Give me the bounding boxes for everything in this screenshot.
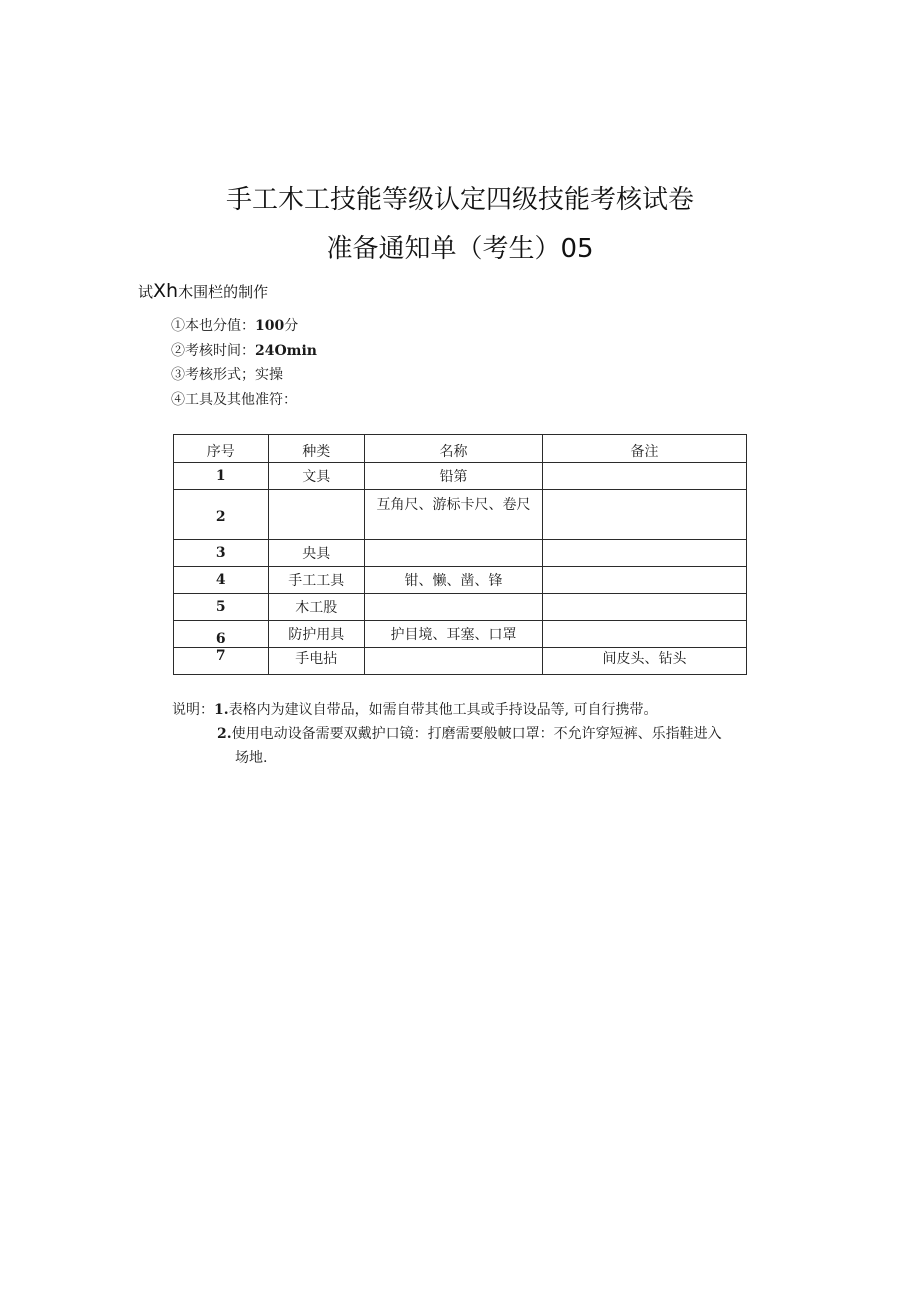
exam-subject [138, 280, 268, 302]
cell-type: 防护用具 [268, 621, 364, 648]
table-row [174, 463, 747, 490]
info-form [171, 363, 317, 388]
cell-note [543, 540, 747, 567]
cell-no: 1 [174, 463, 269, 490]
cell-name: 互角尺、游标卡尺、卷尺 [364, 490, 542, 540]
header-no: 序号 [174, 435, 269, 463]
header-note: 备注 [543, 435, 747, 463]
cell-type: 文具 [268, 463, 364, 490]
info-label: ③考核形式； [171, 367, 255, 383]
table-row [174, 594, 747, 621]
table-header-row [174, 435, 747, 463]
cell-name: 钳、懒、凿、锋 [364, 567, 542, 594]
info-unit: 分 [284, 318, 299, 334]
note-item-2-continued [172, 746, 722, 770]
info-value: 24Omin [255, 342, 317, 359]
note-number: 1. [214, 702, 229, 718]
document-subtitle: 准备通知单（考生）05 [326, 234, 594, 264]
info-unit: 实操 [255, 367, 283, 383]
table-row [174, 621, 747, 648]
cell-no: 2 [174, 490, 269, 540]
note-number: 2. [217, 726, 232, 742]
table-row [174, 540, 747, 567]
cell-type: 手电拈 [268, 648, 364, 675]
note-text: 场地. [235, 750, 268, 766]
document-title: 手工木工技能等级认定四级技能考核试卷 [225, 185, 694, 215]
cell-name [364, 648, 542, 675]
cell-note [543, 490, 747, 540]
note-text: 使用电动设备需要双戴护口镜：打磨需要般帔口罩：不允许穿短裤、乐指鞋进入 [231, 726, 722, 742]
cell-note [543, 463, 747, 490]
notes-label: 说明： [172, 702, 214, 718]
subject-name: 木围栏的制作 [178, 283, 269, 301]
info-time [171, 339, 317, 364]
subject-prefix: 试 [138, 283, 154, 301]
cell-no: 6 [174, 621, 269, 648]
cell-type: 央具 [268, 540, 364, 567]
cell-name: 护目境、耳塞、口罩 [364, 621, 542, 648]
cell-name [364, 540, 542, 567]
table-row [174, 490, 747, 540]
cell-no: 4 [174, 567, 269, 594]
note-item-2 [172, 722, 722, 746]
notes-section [172, 698, 722, 770]
info-label: ②考核时间： [171, 342, 255, 359]
cell-name: 铅第 [364, 463, 542, 490]
note-text: 表格内为建议自带品，如需自带其他工具或手持设品等, 可自行携带。 [228, 702, 658, 718]
cell-type: 木工股 [268, 594, 364, 621]
note-item-1 [172, 698, 722, 722]
cell-no: 7 [174, 648, 269, 675]
header-name: 名称 [364, 435, 542, 463]
info-score [171, 314, 317, 339]
cell-no: 3 [174, 540, 269, 567]
cell-note [543, 567, 747, 594]
info-label: ①本也分值： [171, 318, 255, 334]
table-row [174, 648, 747, 675]
info-tools [171, 388, 317, 413]
cell-no: 5 [174, 594, 269, 621]
subject-code: Xh [153, 280, 179, 302]
cell-type [268, 490, 364, 540]
cell-type: 手工工具 [268, 567, 364, 594]
info-label: ④工具及其他准符： [171, 391, 297, 408]
cell-name [364, 594, 542, 621]
cell-note [543, 594, 747, 621]
info-value: 100 [255, 318, 285, 334]
header-type: 种类 [268, 435, 364, 463]
exam-info [171, 314, 317, 412]
table-row [174, 567, 747, 594]
cell-note: 间皮头、钻头 [543, 648, 747, 675]
cell-note [543, 621, 747, 648]
tools-table [173, 434, 747, 675]
